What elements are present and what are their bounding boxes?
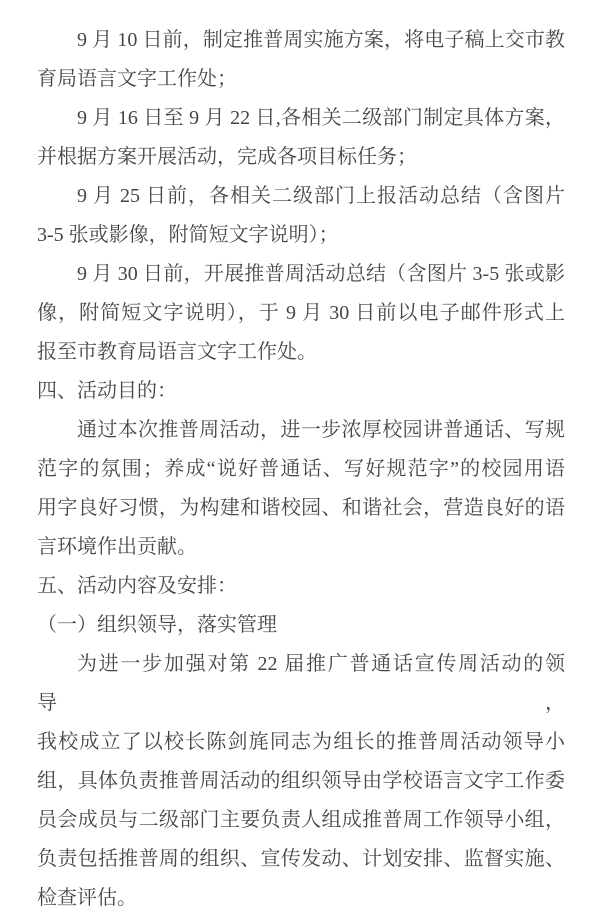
paragraph-line: 用字良好习惯，为构建和谐校园、和谐社会，营造良好的语 xyxy=(37,497,565,519)
paragraph-line: 3-5 张或影像，附简短文字说明）； xyxy=(37,224,339,246)
paragraph-line: 9 月 10 日前，制定推普周实施方案，将电子稿上交市教 xyxy=(77,29,565,51)
sub-section-heading: （一）组织领导，落实管理 xyxy=(37,614,277,636)
paragraph-line: 检查评估。 xyxy=(37,887,137,909)
paragraph-line: 为进一步加强对第 22 届推广普通话宣传周活动的领导， xyxy=(37,653,565,714)
paragraph-line: 报至市教育局语言文字工作处。 xyxy=(37,341,317,363)
paragraph-line: 言环境作出贡献。 xyxy=(37,536,197,558)
paragraph-line: 负责包括推普周的组织、宣传发动、计划安排、监督实施、 xyxy=(37,848,565,870)
paragraph-line: 通过本次推普周活动，进一步浓厚校园讲普通话、写规 xyxy=(77,419,565,441)
paragraph-line: 像，附简短文字说明），于 9 月 30 日前以电子邮件形式上 xyxy=(37,302,565,324)
paragraph-line: 并根据方案开展活动，完成各项目标任务； xyxy=(37,146,417,168)
paragraph-line: 组，具体负责推普周活动的组织领导由学校语言文字工作委 xyxy=(37,770,565,792)
paragraph-line: 9 月 16 日至 9 月 22 日,各相关二级部门制定具体方案， xyxy=(77,107,565,129)
paragraph-line: 员会成员与二级部门主要负责人组成推普周工作领导小组， xyxy=(37,809,565,831)
paragraph-line: 9 月 25 日前，各相关二级部门上报活动总结（含图片 xyxy=(77,185,565,207)
paragraph-line: 9 月 30 日前，开展推普周活动总结（含图片 3-5 张或影 xyxy=(77,263,565,285)
paragraph-line: 我校成立了以校长陈剑旄同志为组长的推普周活动领导小 xyxy=(37,731,565,753)
paragraph-line: 育局语言文字工作处； xyxy=(37,68,237,90)
section-heading: 五、活动内容及安排： xyxy=(37,575,237,597)
paragraph-line: 范字的氛围；养成“说好普通话、写好规范字”的校园用语 xyxy=(37,458,565,480)
section-heading: 四、活动目的： xyxy=(37,380,177,402)
